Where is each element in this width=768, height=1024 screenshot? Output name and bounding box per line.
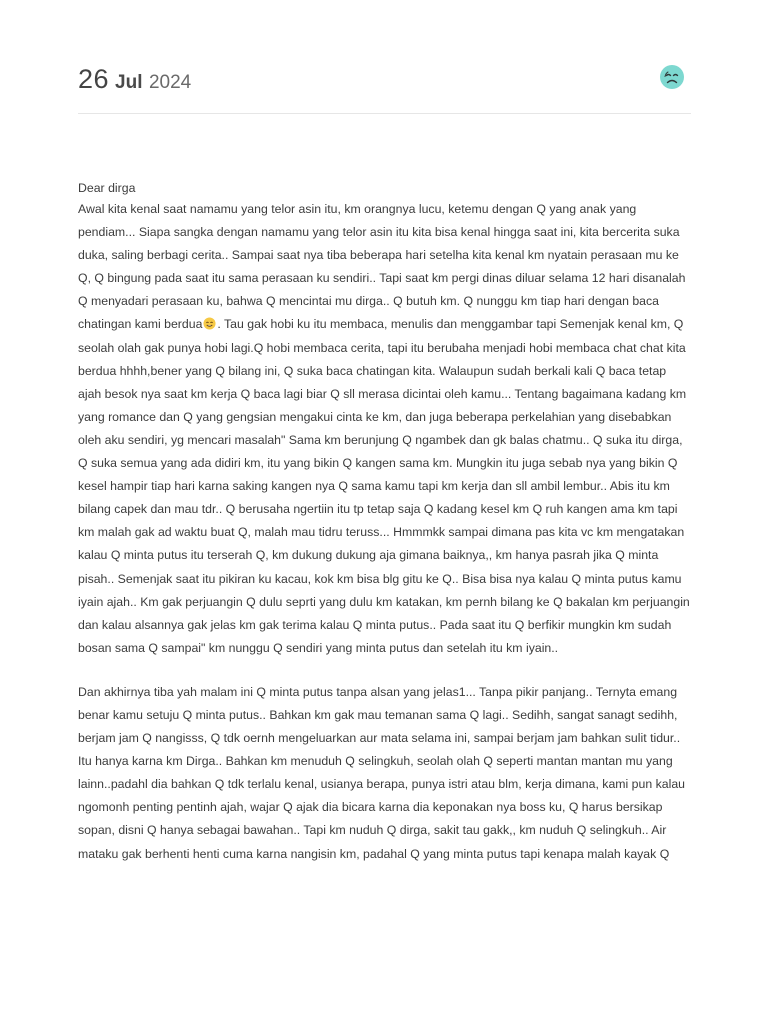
paragraph-1-text-b: . Tau gak hobi ku itu membaca, menulis dan menggambar tapi Semenjak kenal km, Q seolah olah gak punya hobi lagi.Q hobi membaca cerita, tapi itu berubaha menjadi hobi membaca chat chat kita berdua hhhh,bener yang Q bilang ini, Q suka baca chatingan kita. Walaupun sudah berkali kali Q baca tetap ajah besok nya saat km kerja Q baca lagi biar Q sll merasa dicintai oleh kamu... Tentang bagaimana kadang km yang romance dan Q yang gengsian mengakui cinta ke km, dan juga beberapa perkelahian yang disebabkan oleh aku sendiri, yg mencari masalah" Sama km berunjung Q ngambek dan gk balas chatmu.. Q suka itu dirga, Q suka semua yang ada didiri km, itu yang bikin Q kangen sama km. Mungkin itu juga sebab nya yang bikin Q kesel hampir tiap hari karna saking kangen nya Q sama kamu tapi km kerja dan sll ambil lembur.. Abis itu km bilang capek dan mau tdr.. Q berusaha ngertiin itu tp tetap saja Q kadang kesel km Q ruh kangen ama km tapi km malah gak ad waktu buat Q, malah mau tidru teruss... Hmmmkk sampai dimana pas kita vc km mengatakan kalau Q minta putus itu terserah Q, km dukung dukung aja gimana baiknya,, km hanya pasrah jika Q minta pisah.. Semenjak saat itu pikiran ku kacau, kok km bisa blg gitu ke Q.. Bisa bisa nya kalau Q minta putus kamu iyain ajah.. Km gak perjuangin Q dulu seprti yang dulu km katakan, km pernh bilang ke Q bakalan km perjuangin dan kalau alsannya gak jelas km gak terima kalau Q minta putus.. Pada saat itu Q berfikir mungkin km sudah bosan sama Q sampai" km nunggu Q sendiri yang minta putus dan setelah itu km iyain.. — [78, 317, 690, 655]
entry-paragraph-2: Dan akhirnya tiba yah malam ini Q minta putus tanpa alsan yang jelas1... Tanpa pikir panjang.. Ternyta emang benar kamu setuju Q minta putus.. Bahkan km gak mau temanan sama Q lagi.. Sedihh, sangat sanagt sedihh, berjam jam Q nangisss, Q tdk oernh mengeluarkan aur mata selama ini, sampai berjam jam bahkan sulit tidur.. Itu hanya karna km Dirga.. Bahkan km menuduh Q selingkuh, seolah olah Q seperti mantan mantan mu yang lainn..padahl dia bahkan Q tdk terlalu kenal, usianya berapa, punya istri atau blm, kerja dimana, kami pun kalau ngomonh penting pentinh ajah, wajar Q ajak dia bicara karna dia keponakan nya boss ku, Q harus bersikap sopan, disni Q hanya sebagai bawahan.. Tapi km nuduh Q dirga, sakit tau gakk,, km nuduh Q selingkuh.. Air mataku gak berhenti henti cuma karna nangisin km, padahal Q yang minta putus tapi kenapa malah kayak Q — [78, 684, 686, 861]
entry-header — [78, 58, 691, 114]
smiling-face-emoji-icon — [203, 315, 216, 328]
entry-date — [78, 64, 191, 95]
entry-paragraph-1 — [78, 198, 692, 660]
entry-body — [78, 178, 692, 866]
date-day: 26 — [78, 64, 110, 94]
paragraph-1-text-a: Awal kita kenal saat namamu yang telor asin itu, km orangnya lucu, ketemu dengan Q yang anak yang pendiam... Siapa sangka dengan namamu yang telor asin itu kita bisa kenal hingga saat ini, kita bercerita suka duka, saling berbagi cerita.. Sampai saat nya tiba beberapa hari setelha kita kenal km nyatain perasaan mu ke Q, Q bingung pada saat itu sama perasaan ku sendiri.. Tapi saat km pergi dinas diluar selama 12 hari disanalah Q menyadari perasaan ku, bahwa Q mencintai mu dirga.. Q butuh km. Q nunggu km tiap hari dengan baca chatingan kami berdua — [78, 202, 686, 332]
date-year: 2024 — [148, 72, 192, 93]
sad-face-icon[interactable] — [659, 64, 685, 90]
date-month: Jul — [115, 72, 143, 93]
entry-salutation: Dear dirga — [78, 181, 136, 195]
paragraph-spacer — [78, 660, 692, 681]
